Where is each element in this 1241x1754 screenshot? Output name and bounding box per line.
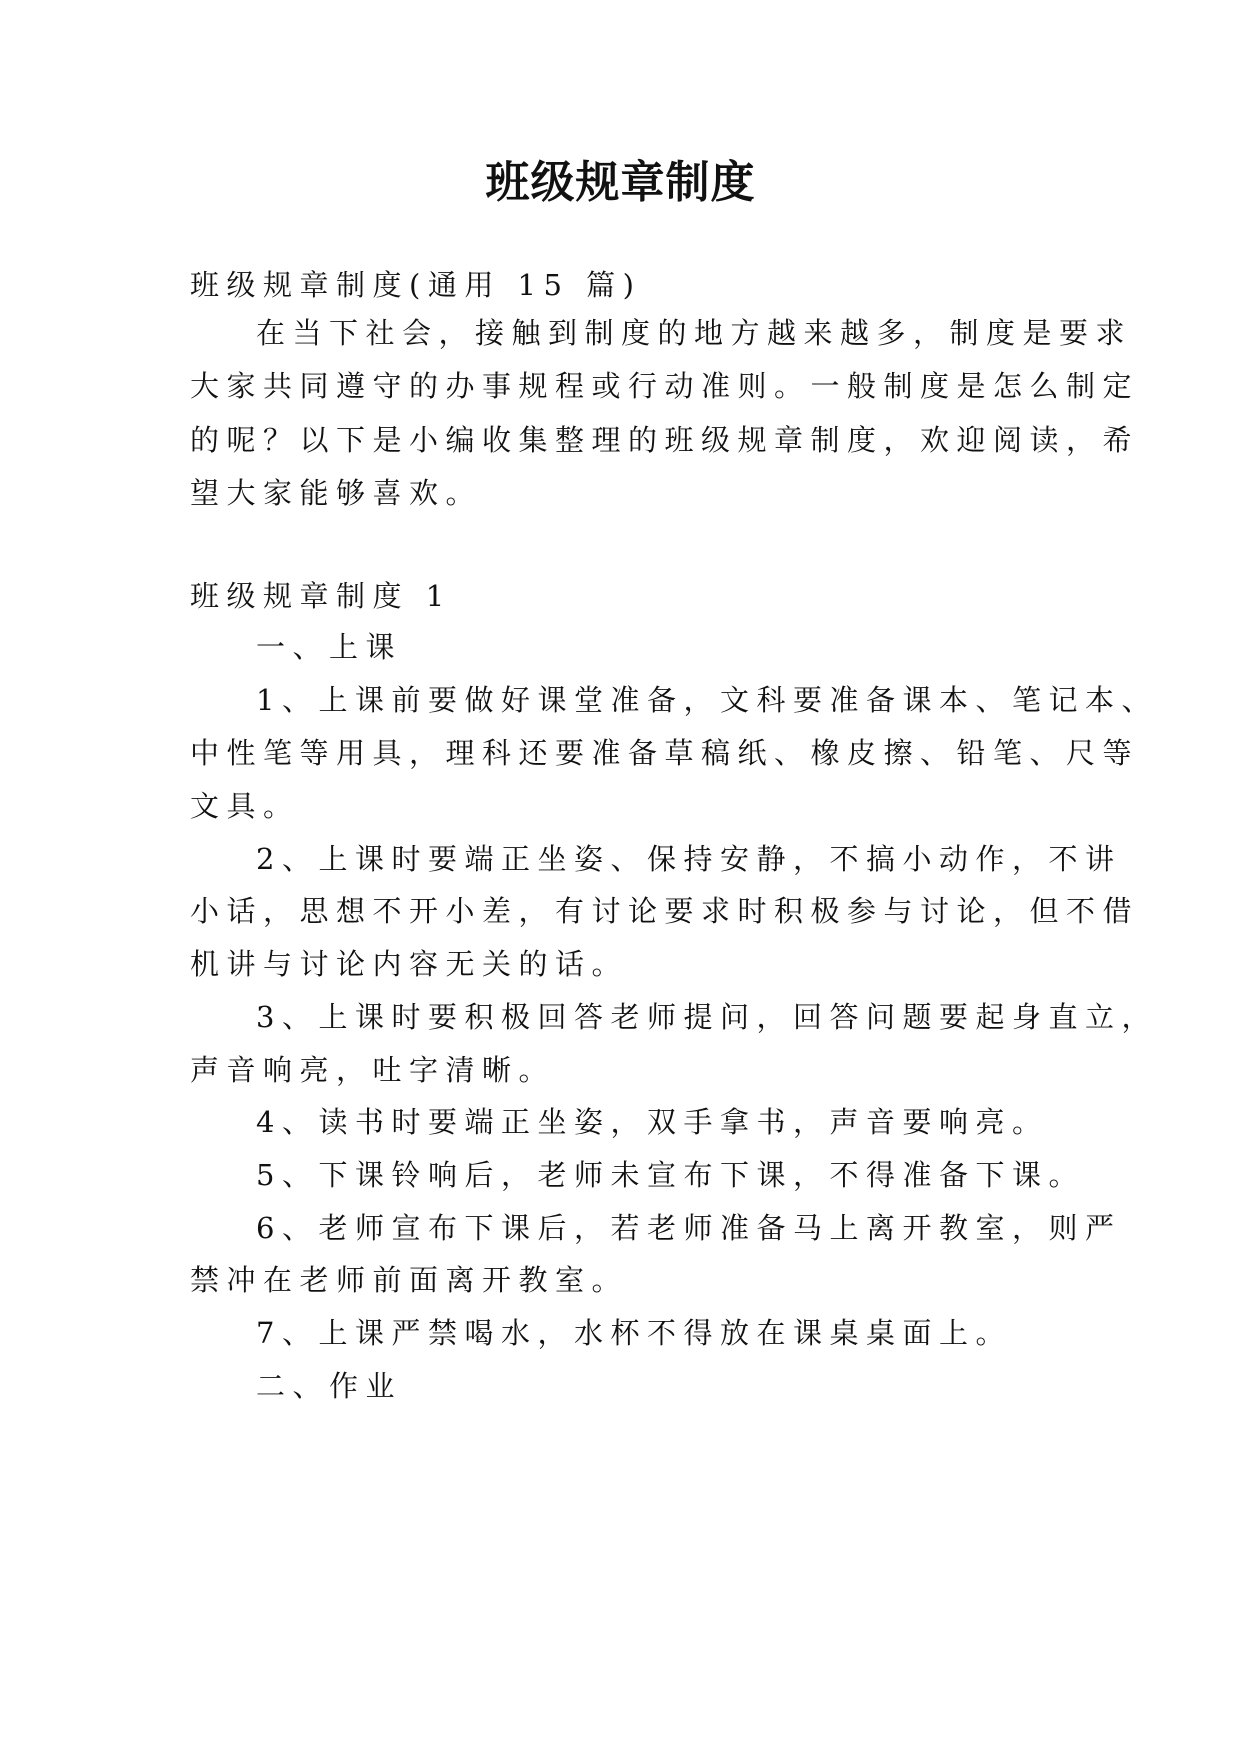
section-title: 班级规章制度 1	[190, 579, 452, 613]
page-title: 班级规章制度	[485, 157, 756, 208]
intro-line: 在当下社会，接触到制度的地方越来越多，制度是要求	[256, 316, 1133, 350]
rule-line: 4、读书时要端正坐姿，双手拿书，声音要响亮。	[256, 1105, 1049, 1139]
rule-line: 中性笔等用具，理科还要准备草稿纸、橡皮擦、铅笔、尺等	[190, 736, 1140, 770]
rule-line: 6、老师宣布下课后，若老师准备马上离开教室，则严	[256, 1211, 1122, 1245]
rule-line: 1、上课前要做好课堂准备，文科要准备课本、笔记本、	[256, 683, 1158, 717]
intro-line: 大家共同遵守的办事规程或行动准则。一般制度是怎么制定	[190, 369, 1140, 403]
rule-line: 7、上课严禁喝水，水杯不得放在课桌桌面上。	[256, 1316, 1012, 1350]
rule-line: 禁冲在老师前面离开教室。	[190, 1263, 629, 1297]
rule-line: 机讲与讨论内容无关的话。	[190, 947, 629, 981]
rule-line: 5、下课铃响后，老师未宣布下课，不得准备下课。	[256, 1158, 1085, 1192]
rule-line: 小话，思想不开小差，有讨论要求时积极参与讨论，但不借	[190, 894, 1140, 928]
rule-line: 文具。	[190, 789, 300, 823]
part-heading: 一、上课	[256, 630, 403, 664]
subtitle: 班级规章制度(通用 15 篇)	[190, 268, 642, 302]
part-heading: 二、作业	[256, 1369, 403, 1403]
intro-line: 望大家能够喜欢。	[190, 476, 483, 510]
intro-line: 的呢？以下是小编收集整理的班级规章制度，欢迎阅读，希	[190, 423, 1140, 457]
rule-line: 3、上课时要积极回答老师提问，回答问题要起身直立，	[256, 1000, 1158, 1034]
rule-line: 声音响亮，吐字清晰。	[190, 1053, 556, 1087]
rule-line: 2、上课时要端正坐姿、保持安静，不搞小动作，不讲	[256, 842, 1122, 876]
